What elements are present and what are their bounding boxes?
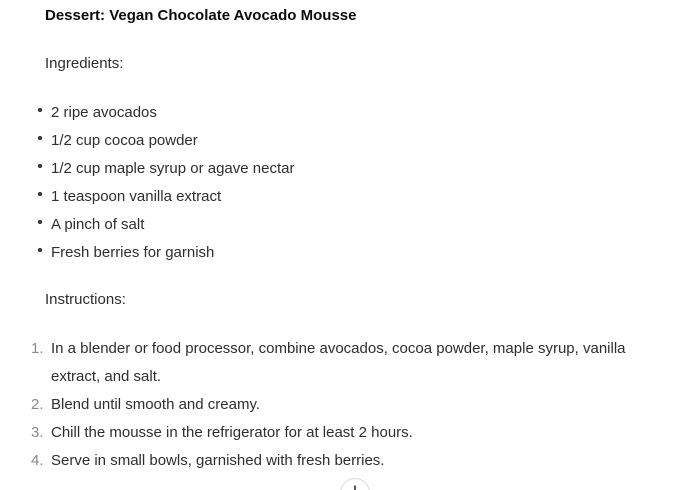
- step-text: Chill the mousse in the refrigerator for at least 2 hours.: [51, 424, 413, 441]
- ingredients-heading: Ingredients:: [45, 55, 124, 72]
- ingredient-text: A pinch of salt: [51, 216, 145, 233]
- recipe-title: Dessert: Vegan Chocolate Avocado Mousse: [45, 7, 357, 24]
- step-number: 2.: [31, 396, 44, 413]
- list-item: [0, 391, 679, 419]
- ingredient-text: 2 ripe avocados: [51, 104, 157, 121]
- bullet-icon: [38, 192, 42, 196]
- bullet-icon: [38, 248, 42, 252]
- ingredients-list: [0, 99, 294, 267]
- ingredient-text: Fresh berries for garnish: [51, 244, 215, 261]
- list-item: [0, 239, 294, 267]
- scroll-to-bottom-button[interactable]: [340, 478, 370, 490]
- bullet-icon: [38, 136, 42, 140]
- list-item: [0, 447, 679, 475]
- ingredient-text: 1/2 cup cocoa powder: [51, 132, 198, 149]
- instructions-heading: Instructions:: [45, 291, 126, 308]
- ingredient-text: 1/2 cup maple syrup or agave nectar: [51, 160, 295, 177]
- list-item: [0, 419, 679, 447]
- step-text: Serve in small bowls, garnished with fresh berries.: [51, 452, 385, 469]
- bullet-icon: [38, 164, 42, 168]
- step-number: 3.: [31, 424, 44, 441]
- step-number: 4.: [31, 452, 44, 469]
- ingredient-text: 1 teaspoon vanilla extract: [51, 188, 222, 205]
- bullet-icon: [38, 108, 42, 112]
- list-item: [0, 183, 294, 211]
- step-text: In a blender or food processor, combine avocados, cocoa powder, maple syrup, vanilla extract, and salt.: [51, 340, 626, 385]
- list-item: [0, 155, 294, 183]
- list-item: [0, 127, 294, 155]
- list-item: [0, 211, 294, 239]
- step-number: 1.: [31, 340, 44, 357]
- list-item: [0, 99, 294, 127]
- step-text: Blend until smooth and creamy.: [51, 396, 260, 413]
- arrow-down-icon: [349, 485, 361, 490]
- list-item: [0, 335, 679, 391]
- instructions-list: [0, 335, 679, 475]
- bullet-icon: [38, 220, 42, 224]
